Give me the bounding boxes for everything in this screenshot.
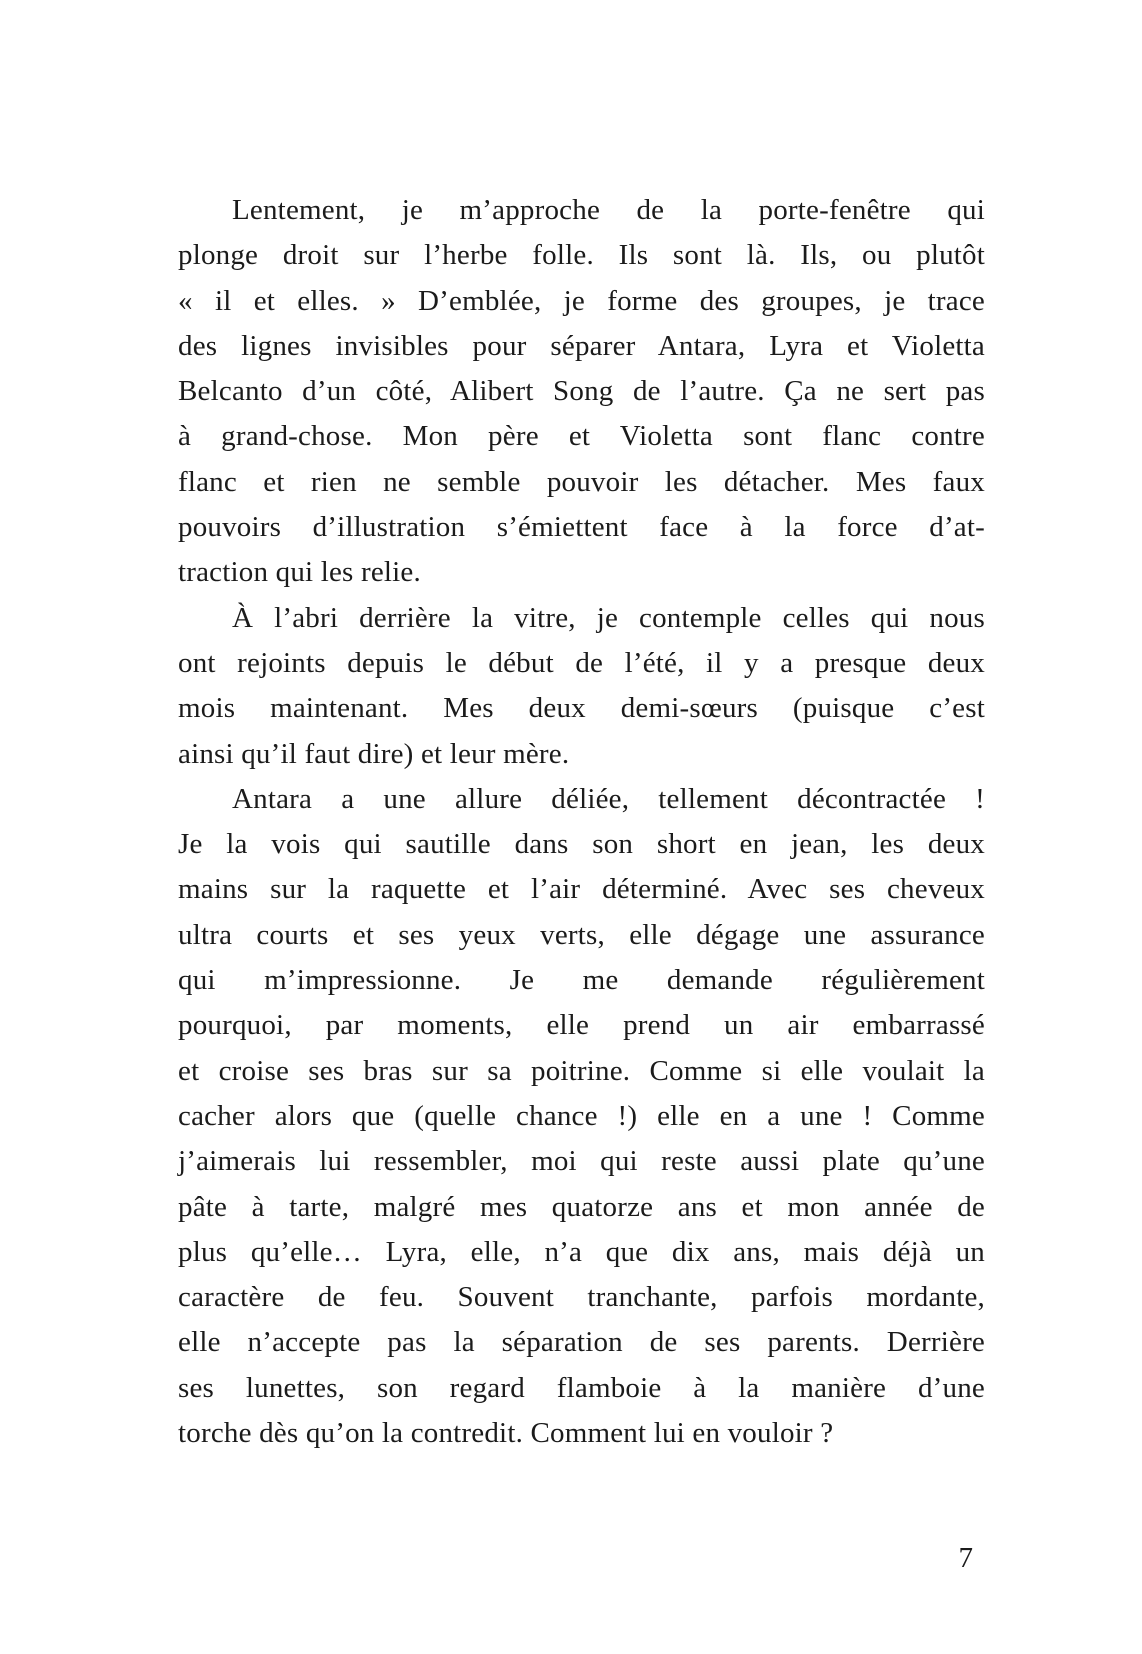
text-line: plonge droit sur l’herbe folle. Ils sont là. Ils, ou plutôt (178, 239, 985, 272)
text-line: ont rejoints depuis le début de l’été, il y a presque deux (178, 646, 985, 679)
text-line: Lentement, je m’approche de la porte-fenêtre qui (232, 194, 985, 226)
text-line: « il et elles. » D’emblée, je forme des groupes, je trace (178, 284, 985, 317)
text-line: à grand-chose. Mon père et Violetta sont flanc contre (178, 420, 985, 453)
text-line: cacher alors que (quelle chance !) elle en a une ! Comme (178, 1099, 985, 1132)
text-line: flanc et rien ne semble pouvoir les détacher. Mes faux (178, 465, 985, 498)
text-line: ultra courts et ses yeux verts, elle dégage une assurance (178, 918, 985, 951)
text-line: Antara a une allure déliée, tellement décontractée ! (232, 782, 985, 815)
text-line: elle n’accepte pas la séparation de ses parents. Derrière (178, 1326, 985, 1359)
text-line: et croise ses bras sur sa poitrine. Comme si elle voulait la (178, 1054, 985, 1087)
text-block (178, 188, 985, 1456)
text-line: Belcanto d’un côté, Alibert Song de l’autre. Ça ne sert pas (178, 375, 985, 408)
text-line: pouvoirs d’illustration s’émiettent face à la force d’at- (178, 511, 985, 544)
text-line: mois maintenant. Mes deux demi-sœurs (puisque c’est (178, 692, 985, 725)
text-line: mains sur la raquette et l’air déterminé. Avec ses cheveux (178, 873, 985, 906)
paragraph-2 (178, 596, 985, 777)
text-line: traction qui les relie. (178, 556, 421, 589)
text-line: À l’abri derrière la vitre, je contemple celles qui nous (232, 601, 985, 634)
paragraph-1 (178, 188, 985, 596)
paragraph-3 (178, 777, 985, 1456)
text-line: caractère de feu. Souvent tranchante, parfois mordante, (178, 1281, 985, 1314)
text-line: pourquoi, par moments, elle prend un air embarrassé (178, 1009, 985, 1042)
text-line: plus qu’elle… Lyra, elle, n’a que dix ans, mais déjà un (178, 1235, 985, 1268)
text-line: des lignes invisibles pour séparer Antara, Lyra et Violetta (178, 329, 985, 362)
text-line: j’aimerais lui ressembler, moi qui reste aussi plate qu’une (178, 1145, 985, 1178)
text-line: pâte à tarte, malgré mes quatorze ans et mon année de (178, 1190, 985, 1223)
text-line: ses lunettes, son regard flamboie à la manière d’une (178, 1371, 985, 1404)
text-line: ainsi qu’il faut dire) et leur mère. (178, 737, 570, 770)
text-line: torche dès qu’on la contredit. Comment lui en vouloir ? (178, 1417, 834, 1450)
text-line: qui m’impressionne. Je me demande régulièrement (178, 964, 985, 997)
text-line: Je la vois qui sautille dans son short en jean, les deux (178, 828, 985, 861)
page-number: 7 (958, 1542, 973, 1574)
